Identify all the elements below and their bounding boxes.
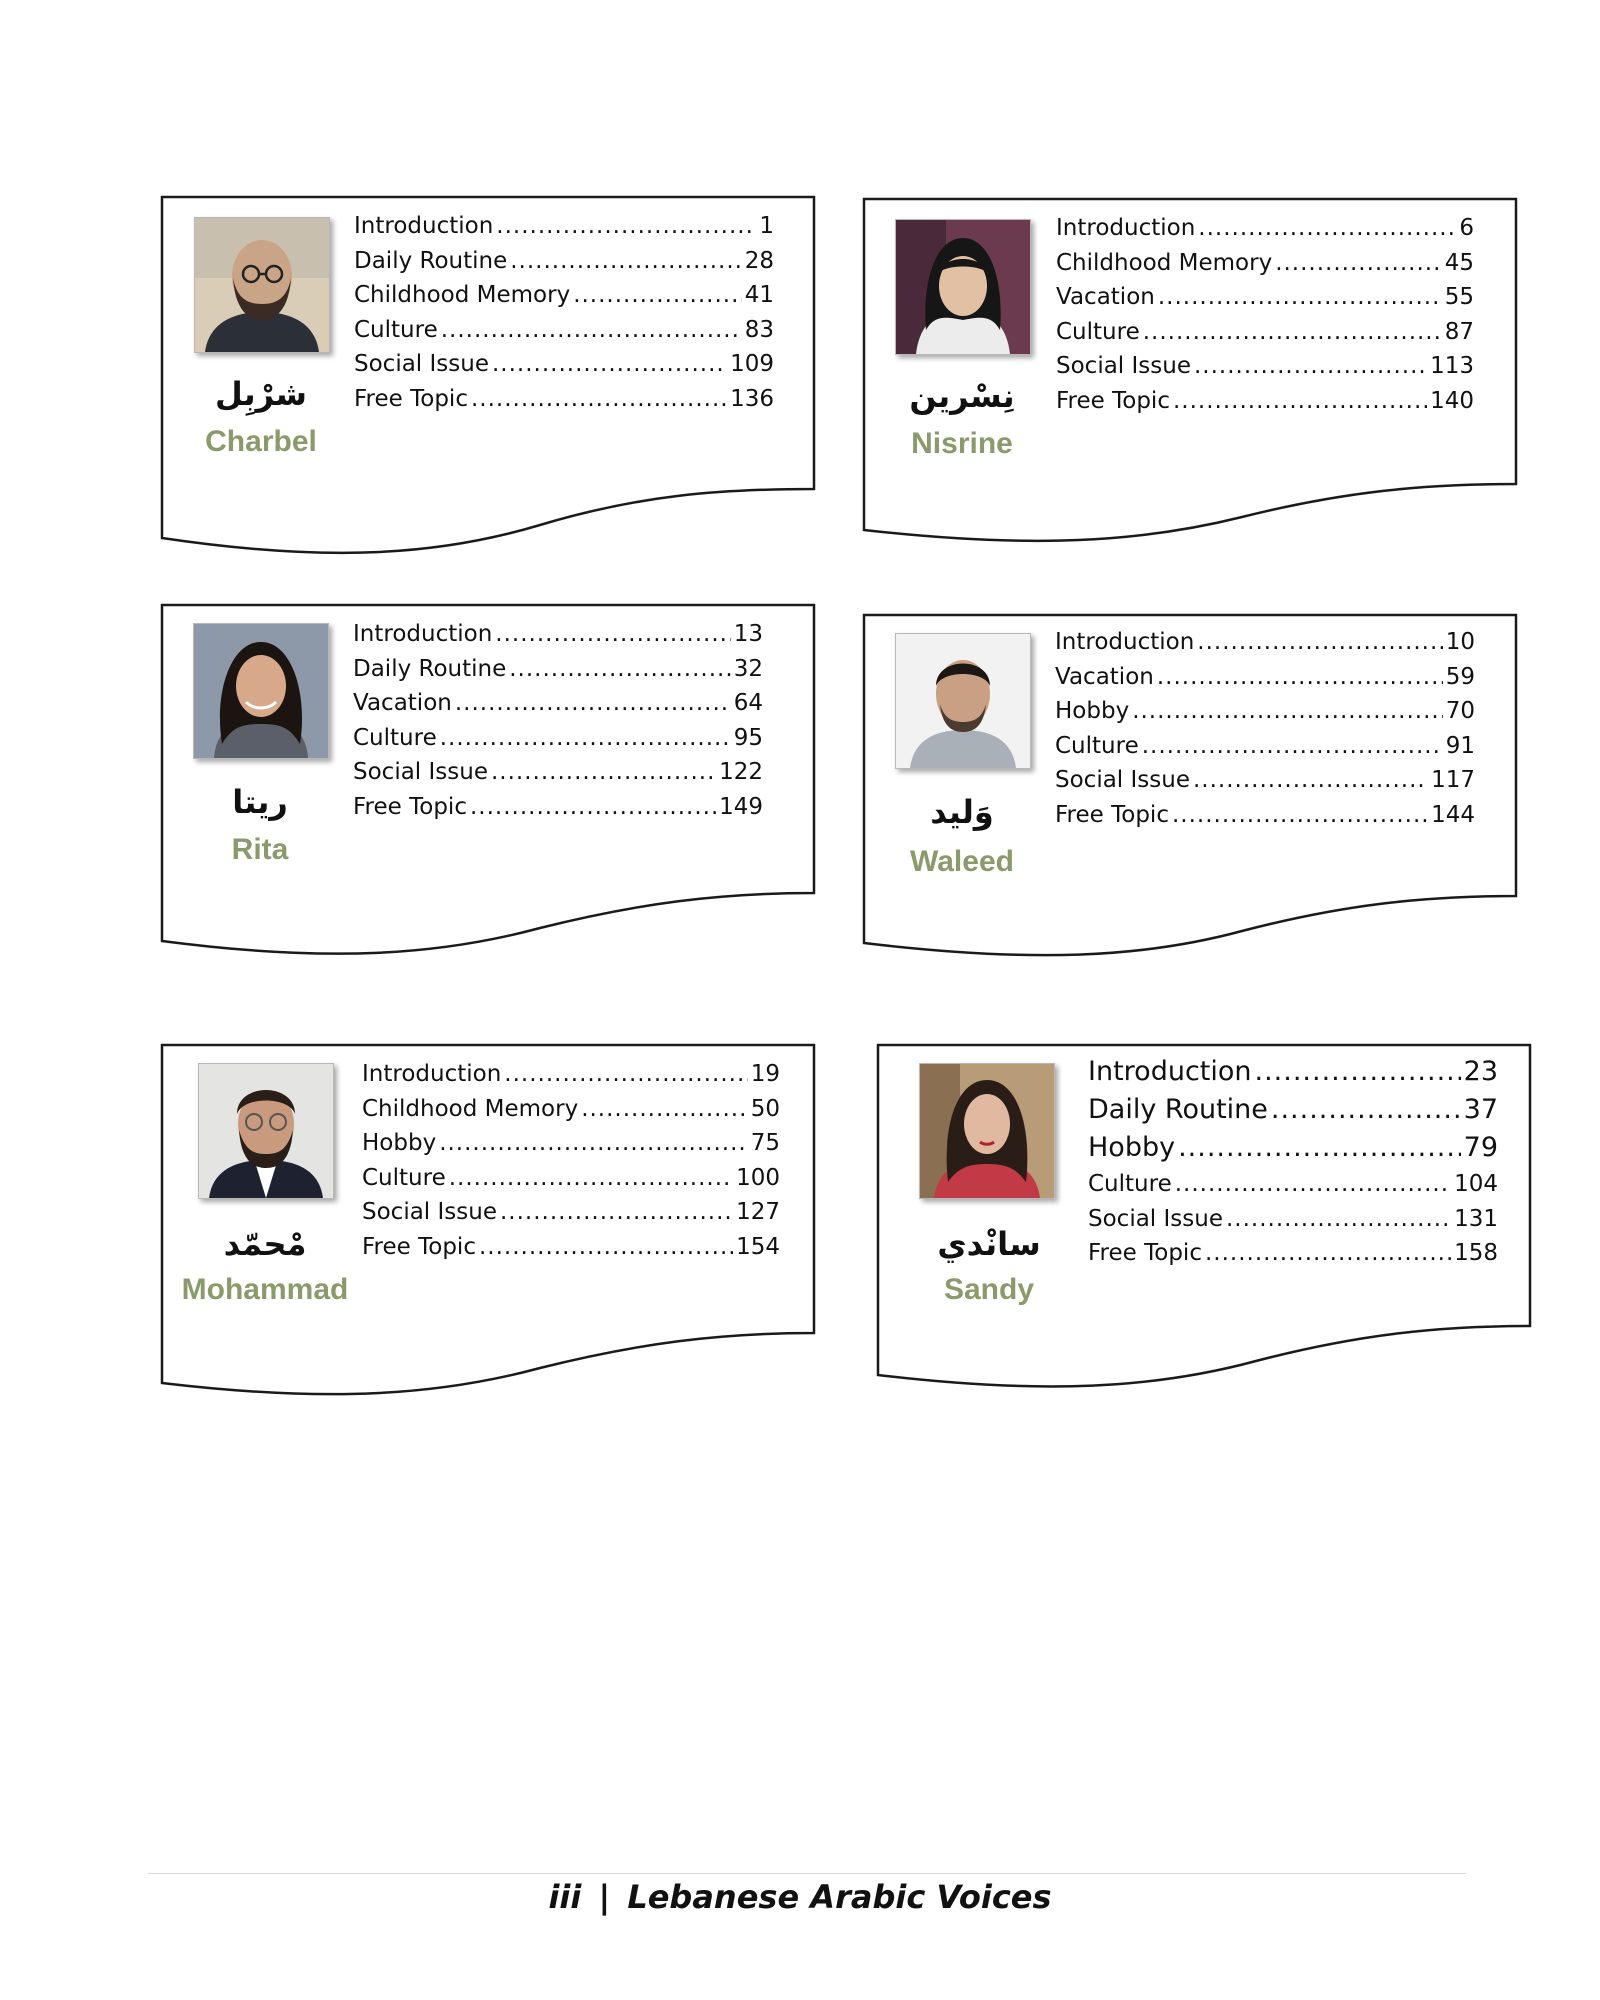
speaker-english-name: Mohammad xyxy=(181,1273,349,1306)
toc-entry-page: 87 xyxy=(1444,318,1474,345)
toc-entry-label: Childhood Memory xyxy=(354,282,571,308)
portrait-photo-icon xyxy=(195,218,329,352)
toc-entry-page: 127 xyxy=(736,1199,780,1225)
toc-leader-dots xyxy=(1143,315,1442,350)
toc-entry xyxy=(354,382,774,417)
toc-leader-dots xyxy=(510,244,741,279)
toc-entry xyxy=(362,1057,780,1092)
toc-leader-dots xyxy=(441,313,742,348)
toc-leader-dots xyxy=(1158,280,1442,315)
toc-entry-label: Introduction xyxy=(1055,629,1195,655)
toc-list xyxy=(1055,625,1475,832)
toc-entry-page: 95 xyxy=(733,724,763,751)
toc-entry-page: 28 xyxy=(744,247,774,274)
toc-entry xyxy=(1088,1236,1498,1271)
speaker-card-charbel xyxy=(160,195,820,565)
toc-entry-label: Social Issue xyxy=(1088,1205,1223,1232)
toc-entry xyxy=(1088,1167,1498,1202)
toc-entry-page: 64 xyxy=(733,690,763,716)
toc-leader-dots xyxy=(1193,763,1428,798)
toc-entry-label: Daily Routine xyxy=(354,247,508,274)
toc-entry-label: Free Topic xyxy=(1055,801,1169,828)
speaker-card-sandy xyxy=(876,1043,1536,1403)
toc-list xyxy=(354,209,774,416)
toc-leader-dots xyxy=(470,790,716,825)
toc-entry-page: 23 xyxy=(1463,1056,1498,1087)
toc-entry-page: 10 xyxy=(1445,629,1475,655)
toc-leader-dots xyxy=(496,209,756,244)
toc-entry xyxy=(353,790,763,825)
toc-leader-dots xyxy=(439,1126,748,1161)
toc-entry-label: Social Issue xyxy=(1056,353,1191,379)
portrait-photo-icon xyxy=(896,220,1030,354)
toc-entry-page: 55 xyxy=(1444,284,1474,310)
speaker-arabic-name: شرْبِل xyxy=(215,375,307,413)
toc-leader-dots xyxy=(1157,660,1443,695)
portrait-photo-icon xyxy=(199,1064,333,1198)
toc-leader-dots xyxy=(471,382,727,417)
toc-entry-label: Social Issue xyxy=(354,351,489,377)
toc-entry xyxy=(362,1161,780,1196)
toc-entry xyxy=(1055,729,1475,764)
toc-entry-page: 41 xyxy=(744,282,774,308)
toc-entry xyxy=(1056,349,1474,384)
speaker-photo xyxy=(895,219,1031,355)
speaker-english-name: Waleed xyxy=(910,845,1014,878)
toc-leader-dots xyxy=(1275,246,1442,281)
toc-leader-dots xyxy=(573,278,742,313)
toc-entry-label: Introduction xyxy=(353,621,493,647)
toc-entry-page: 117 xyxy=(1431,767,1475,793)
toc-entry-label: Childhood Memory xyxy=(362,1095,579,1122)
speaker-photo xyxy=(198,1063,334,1199)
toc-entry-label: Social Issue xyxy=(1055,767,1190,793)
toc-entry-page: 79 xyxy=(1463,1132,1498,1163)
toc-entry-label: Hobby xyxy=(1055,698,1130,724)
footer-separator: | xyxy=(598,1878,611,1916)
toc-entry xyxy=(353,721,763,756)
speaker-photo xyxy=(193,623,329,759)
toc-entry-page: 113 xyxy=(1430,353,1474,379)
speaker-card-nisrine xyxy=(862,197,1522,557)
speaker-card-mohammad xyxy=(160,1043,820,1413)
toc-entry xyxy=(1056,315,1474,350)
toc-entry xyxy=(1088,1129,1498,1167)
toc-entry xyxy=(354,278,774,313)
toc-entry xyxy=(1088,1053,1498,1091)
footer-book-title: Lebanese Arabic Voices xyxy=(627,1878,1052,1916)
toc-list xyxy=(362,1057,780,1264)
toc-entry-label: Culture xyxy=(1055,732,1139,759)
toc-leader-dots xyxy=(1198,211,1456,246)
toc-entry xyxy=(1055,694,1475,729)
toc-entry xyxy=(362,1126,780,1161)
toc-entry-label: Social Issue xyxy=(362,1199,497,1225)
toc-entry-page: 13 xyxy=(733,621,763,647)
toc-entry-page: 131 xyxy=(1454,1205,1498,1232)
toc-entry xyxy=(1088,1091,1498,1129)
toc-entry xyxy=(353,755,763,790)
toc-leader-dots xyxy=(581,1092,748,1127)
speaker-arabic-name: وَليد xyxy=(930,793,994,831)
toc-entry xyxy=(362,1092,780,1127)
toc-entry-label: Childhood Memory xyxy=(1056,249,1273,276)
toc-entry-label: Hobby xyxy=(1088,1132,1176,1163)
toc-entry-page: 6 xyxy=(1459,215,1474,241)
speaker-photo xyxy=(919,1063,1055,1199)
toc-entry-label: Culture xyxy=(1056,318,1140,345)
toc-leader-dots xyxy=(1205,1236,1451,1271)
toc-entry-page: 59 xyxy=(1445,663,1475,690)
speaker-card-waleed xyxy=(862,613,1522,973)
toc-entry xyxy=(362,1195,780,1230)
toc-entry-page: 149 xyxy=(719,793,763,820)
speaker-english-name: Rita xyxy=(231,833,289,866)
toc-entry-label: Introduction xyxy=(362,1061,502,1087)
toc-entry-page: 83 xyxy=(744,316,774,343)
toc-entry xyxy=(1088,1202,1498,1237)
toc-entry-page: 100 xyxy=(736,1164,780,1191)
toc-entry-page: 37 xyxy=(1463,1094,1498,1125)
toc-entry-label: Free Topic xyxy=(354,385,468,412)
speaker-photo xyxy=(895,633,1031,769)
toc-entry-page: 109 xyxy=(730,351,774,377)
toc-leader-dots xyxy=(455,686,731,721)
toc-entry xyxy=(353,686,763,721)
toc-leader-dots xyxy=(509,652,730,687)
toc-entry-page: 154 xyxy=(736,1233,780,1260)
page-footer xyxy=(0,1878,1600,1916)
toc-entry-page: 104 xyxy=(1454,1171,1498,1197)
toc-entry xyxy=(354,313,774,348)
toc-entry-label: Culture xyxy=(354,316,438,343)
toc-entry-page: 140 xyxy=(1430,387,1474,414)
speaker-card-rita xyxy=(160,603,820,973)
toc-leader-dots xyxy=(504,1057,747,1092)
toc-leader-dots xyxy=(495,617,730,652)
toc-entry-label: Hobby xyxy=(362,1130,437,1156)
speaker-arabic-name: نِسْرين xyxy=(909,377,1015,415)
toc-leader-dots xyxy=(440,721,731,756)
portrait-photo-icon xyxy=(920,1064,1054,1198)
toc-list xyxy=(1088,1053,1498,1271)
toc-entry-page: 136 xyxy=(730,385,774,412)
toc-entry xyxy=(354,347,774,382)
toc-entry xyxy=(1055,660,1475,695)
toc-leader-dots xyxy=(1175,1167,1451,1202)
toc-leader-dots xyxy=(1142,729,1443,764)
toc-leader-dots xyxy=(1132,694,1443,729)
toc-entry-label: Social Issue xyxy=(353,759,488,785)
toc-leader-dots xyxy=(479,1230,733,1265)
toc-entry-label: Vacation xyxy=(1055,663,1154,690)
speaker-arabic-name: سانْدي xyxy=(937,1225,1041,1263)
toc-entry-label: Vacation xyxy=(1056,284,1155,310)
toc-entry-page: 32 xyxy=(733,655,763,682)
toc-entry-page: 122 xyxy=(719,759,763,785)
toc-entry xyxy=(354,209,774,244)
toc-leader-dots xyxy=(1172,798,1428,833)
toc-leader-dots xyxy=(1255,1053,1461,1091)
toc-leader-dots xyxy=(1226,1202,1451,1237)
toc-entry xyxy=(1055,625,1475,660)
toc-entry-label: Culture xyxy=(1088,1171,1172,1197)
toc-leader-dots xyxy=(1271,1091,1461,1129)
toc-entry-page: 1 xyxy=(759,213,774,239)
toc-list xyxy=(1056,211,1474,418)
toc-entry-label: Free Topic xyxy=(1088,1240,1202,1266)
speaker-english-name: Sandy xyxy=(943,1273,1035,1306)
toc-entry xyxy=(353,652,763,687)
toc-entry xyxy=(1056,211,1474,246)
toc-entry xyxy=(354,244,774,279)
speaker-photo xyxy=(194,217,330,353)
portrait-photo-icon xyxy=(896,634,1030,768)
toc-list xyxy=(353,617,763,824)
toc-entry xyxy=(1055,763,1475,798)
portrait-photo-icon xyxy=(194,624,328,758)
toc-entry-label: Free Topic xyxy=(362,1233,476,1260)
toc-entry-label: Introduction xyxy=(1056,215,1196,241)
toc-leader-dots xyxy=(449,1161,733,1196)
toc-leader-dots xyxy=(1194,349,1427,384)
toc-leader-dots xyxy=(491,755,716,790)
toc-leader-dots xyxy=(1197,625,1442,660)
toc-entry-label: Daily Routine xyxy=(1088,1094,1268,1125)
speaker-english-name: Charbel xyxy=(205,425,317,458)
speaker-arabic-name: ريتا xyxy=(232,783,288,821)
toc-entry xyxy=(1056,280,1474,315)
toc-entry-page: 50 xyxy=(750,1095,780,1122)
toc-entry-page: 70 xyxy=(1445,698,1475,724)
toc-entry-label: Daily Routine xyxy=(353,655,507,682)
toc-entry-page: 144 xyxy=(1431,801,1475,828)
toc-entry-label: Culture xyxy=(353,724,437,751)
footer-page-number: iii xyxy=(548,1878,582,1916)
toc-entry xyxy=(1056,384,1474,419)
toc-leader-dots xyxy=(1173,384,1427,419)
toc-entry xyxy=(1055,798,1475,833)
toc-entry-page: 45 xyxy=(1444,249,1474,276)
toc-entry-label: Culture xyxy=(362,1164,446,1191)
toc-entry-page: 158 xyxy=(1454,1240,1498,1266)
toc-leader-dots xyxy=(492,347,727,382)
toc-entry-label: Free Topic xyxy=(1056,387,1170,414)
toc-entry-page: 19 xyxy=(750,1061,780,1087)
toc-entry-label: Introduction xyxy=(1088,1056,1252,1087)
footer-rule xyxy=(148,1873,1466,1874)
toc-entry xyxy=(353,617,763,652)
toc-leader-dots xyxy=(500,1195,733,1230)
speaker-arabic-name: مْحمّد xyxy=(223,1225,307,1263)
toc-entry-label: Free Topic xyxy=(353,793,467,820)
toc-entry-page: 91 xyxy=(1445,732,1475,759)
speaker-english-name: Nisrine xyxy=(911,427,1013,460)
toc-entry-label: Introduction xyxy=(354,213,494,239)
toc-leader-dots xyxy=(1178,1129,1461,1167)
toc-entry-page: 75 xyxy=(750,1130,780,1156)
toc-entry xyxy=(1056,246,1474,281)
toc-entry-label: Vacation xyxy=(353,690,452,716)
toc-entry xyxy=(362,1230,780,1265)
